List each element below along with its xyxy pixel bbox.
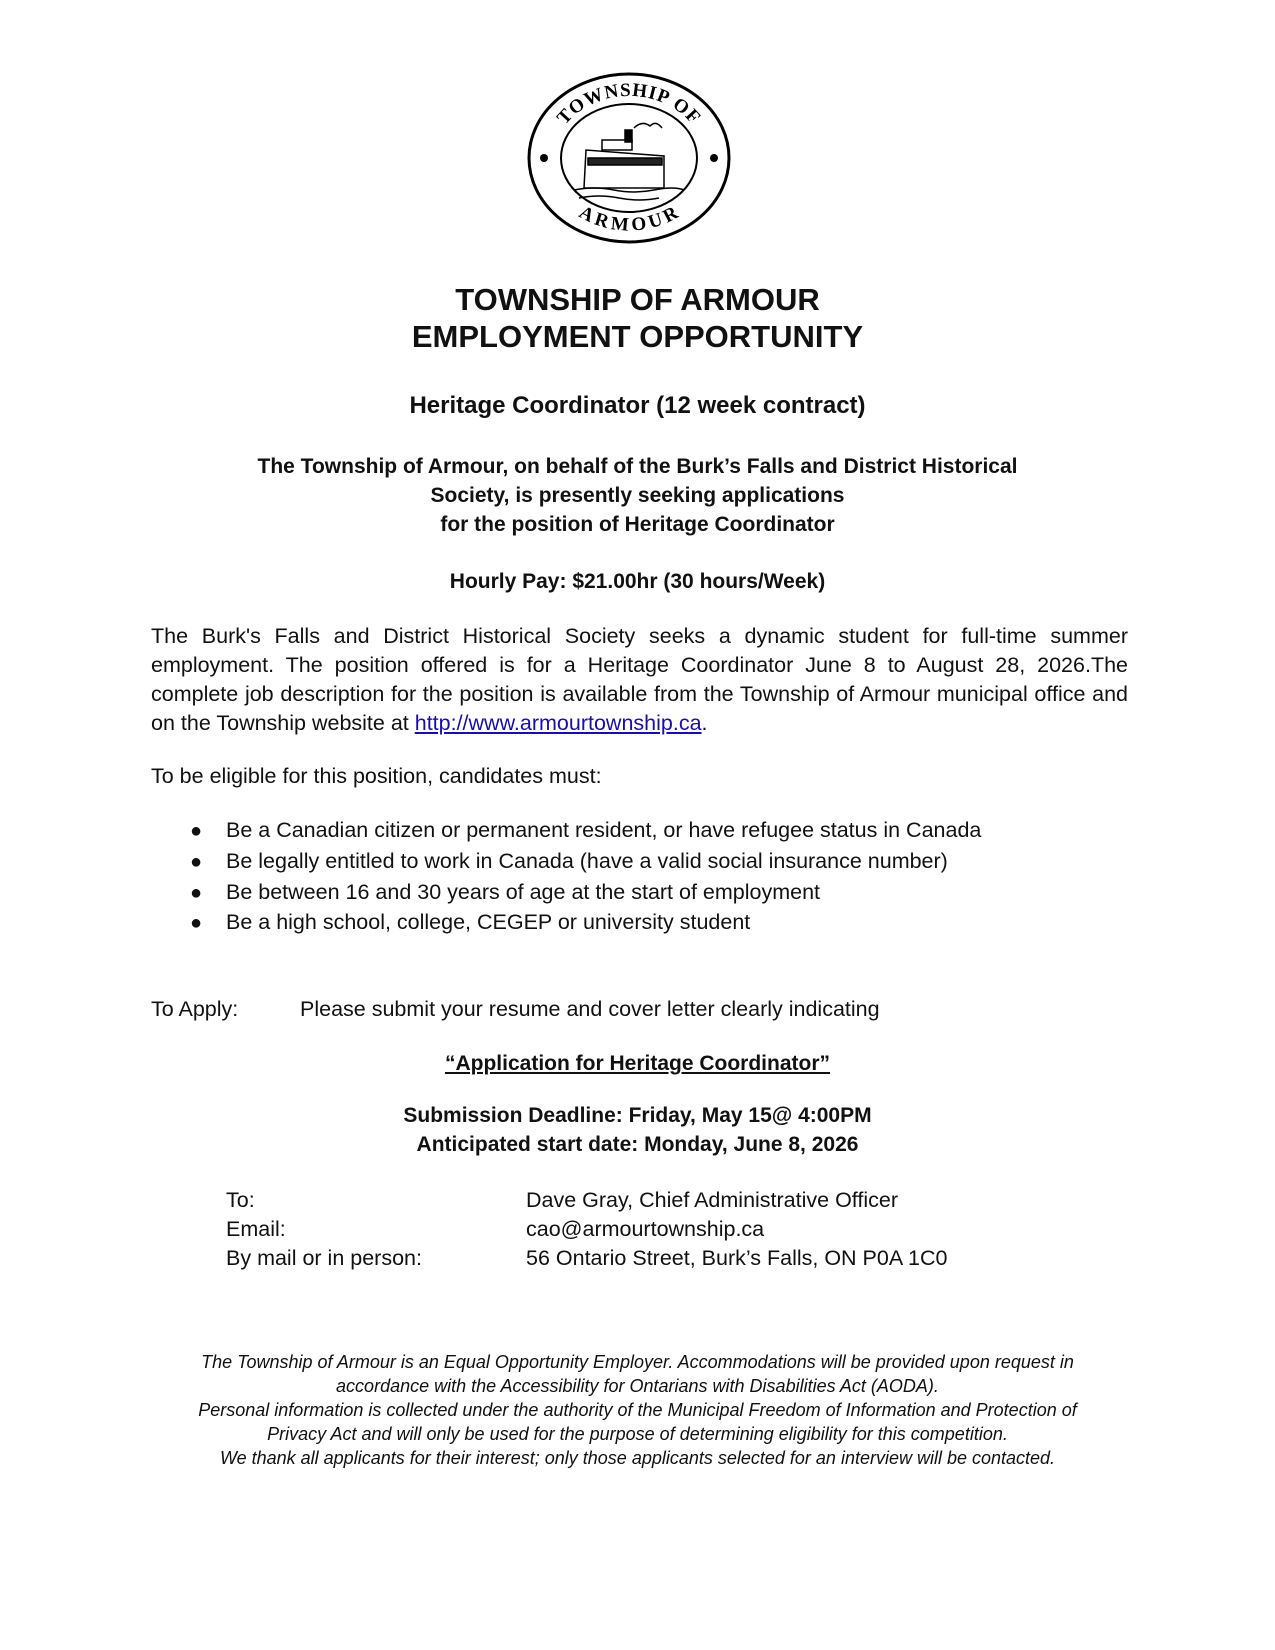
svg-text:TOWNSHIP OF: TOWNSHIP OF bbox=[553, 79, 705, 129]
steamboat-icon bbox=[574, 123, 684, 200]
list-item: Be a Canadian citizen or permanent resident, or have refugee status in Canada bbox=[226, 818, 982, 842]
description-paragraph: The Burk's Falls and District Historical Society seeks a dynamic student for full-time summer employment. The position offered is for a Heritage Coordinator June 8 to August 28, 2026.The complete job description for the position is available from the Township of Armour municipal office and on the Township website at http://www.armourtownship.ca. bbox=[151, 624, 1128, 735]
hourly-pay: Hourly Pay: $21.00hr (30 hours/Week) bbox=[449, 570, 826, 593]
contact-value: Dave Gray, Chief Administrative Officer bbox=[526, 1188, 898, 1212]
bullet-icon: ● bbox=[190, 851, 203, 873]
footer-line: The Township of Armour is an Equal Opportunity Employer. Accommodations will be provided upon request in bbox=[201, 1352, 1074, 1372]
position-title: Heritage Coordinator (12 week contract) bbox=[409, 392, 866, 419]
title-line-2: EMPLOYMENT OPPORTUNITY bbox=[411, 319, 864, 354]
contact-address: 56 Ontario Street, Burk’s Falls, ON P0A 1C0 bbox=[526, 1246, 948, 1270]
to-apply-label: To Apply: bbox=[151, 997, 239, 1021]
list-item: Be legally entitled to work in Canada (have a valid social insurance number) bbox=[226, 849, 948, 873]
township-logo bbox=[524, 70, 734, 246]
contact-email: cao@armourtownship.ca bbox=[526, 1217, 765, 1241]
title-line-1: TOWNSHIP OF ARMOUR bbox=[455, 282, 820, 317]
footer-line: accordance with the Accessibility for Ontarians with Disabilities Act (AODA). bbox=[336, 1376, 939, 1396]
start-date: Anticipated start date: Monday, June 8, 2026 bbox=[416, 1133, 859, 1156]
footer-line: Personal information is collected under the authority of the Municipal Freedom of Information and Protection of bbox=[198, 1400, 1077, 1420]
intro-line: Society, is presently seeking applications bbox=[430, 484, 845, 507]
footer-line: We thank all applicants for their interest; only those applicants selected for an interview will be contacted. bbox=[219, 1448, 1056, 1468]
list-item: Be a high school, college, CEGEP or university student bbox=[226, 910, 751, 934]
bullet-icon: ● bbox=[190, 820, 203, 842]
contact-label: To: bbox=[226, 1188, 255, 1212]
intro-line: for the position of Heritage Coordinator bbox=[440, 513, 835, 536]
svg-text:ARMOUR: ARMOUR bbox=[575, 201, 683, 236]
list-item: Be between 16 and 30 years of age at the start of employment bbox=[226, 880, 821, 904]
to-apply-text: Please submit your resume and cover letter clearly indicating bbox=[300, 997, 880, 1021]
application-subject: “Application for Heritage Coordinator” bbox=[444, 1052, 830, 1075]
bullet-icon: ● bbox=[190, 882, 203, 904]
eligibility-intro: To be eligible for this position, candidates must: bbox=[151, 764, 602, 788]
website-link[interactable]: http://www.armourtownship.ca bbox=[414, 711, 702, 735]
contact-label: By mail or in person: bbox=[226, 1246, 422, 1270]
footer-line: Privacy Act and will only be used for the purpose of determining eligibility for this competition. bbox=[267, 1424, 1008, 1444]
submission-deadline: Submission Deadline: Friday, May 15@ 4:00PM bbox=[403, 1104, 872, 1127]
intro-line: The Township of Armour, on behalf of the Burk’s Falls and District Historical bbox=[257, 455, 1018, 478]
bullet-icon: ● bbox=[190, 912, 203, 934]
contact-label: Email: bbox=[226, 1217, 286, 1241]
